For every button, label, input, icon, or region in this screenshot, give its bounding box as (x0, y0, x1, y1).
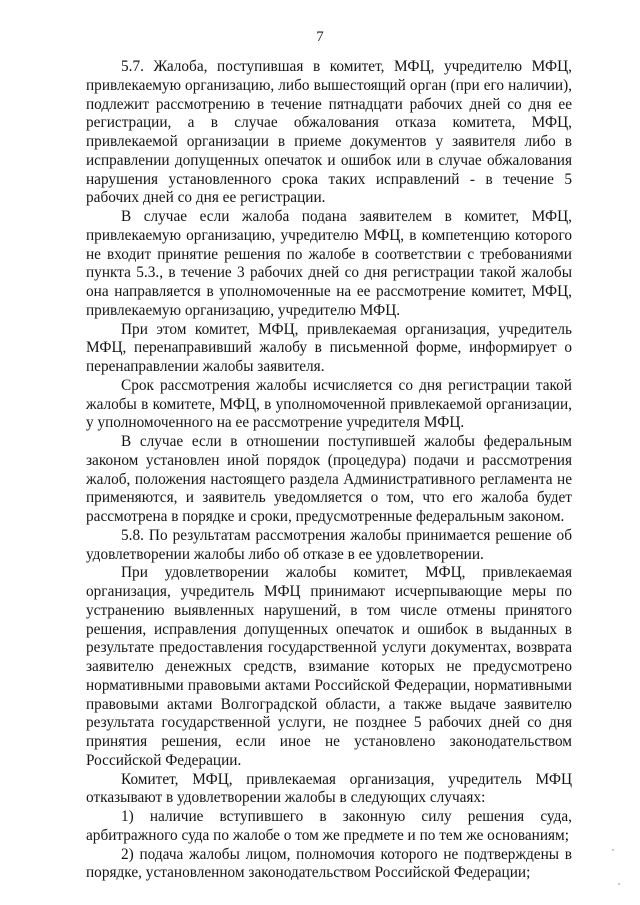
paragraph-5-7: 5.7. Жалоба, поступившая в комитет, МФЦ, учредителю МФЦ, привлекаемую организацию, либо вышестоящий орган (при его наличии), подлежит рассмотрению в течение пятнадцати рабочих дней со дня ее регистрации, а в случае обжалования отказа комитета, МФЦ, привлекаемой организации в приеме документов у заявителя либо в исправлении допущенных опечаток и ошибок или в случае обжалования нарушения установленного срока таких исправлений - в течение 5 рабочих дней со дня ее регистрации. (86, 58, 572, 207)
scan-speck (618, 883, 620, 885)
paragraph-federal-law-procedure: В случае если в отношении поступившей жалобы федеральным законом установлен иной порядок (процедура) подачи и рассмотрения жалоб, положения настоящего раздела Административного регламента не применяются, и заявитель уведомляется о том, что его жалоба будет рассмотрена в порядке и сроки, предусмотренные федеральным законом. (86, 433, 572, 525)
document-body (86, 58, 572, 883)
paragraph-notify-redirect: При этом комитет, МФЦ, привлекаемая организация, учредитель МФЦ, перенаправивший жалобу в письменной форме, информирует о перенаправлении жалобы заявителя. (86, 320, 572, 375)
paragraph-refusal-cases: Комитет, МФЦ, привлекаемая организация, учредитель МФЦ отказывают в удовлетворении жалобы в следующих случаях: (86, 770, 572, 807)
page-number: 7 (316, 29, 324, 45)
paragraph-redirect-complaint: В случае если жалоба подана заявителем в комитет, МФЦ, привлекаемую организацию, учредителю МФЦ, в компетенцию которого не входит принятие решения по жалобе в соответствии с требованиями пункта 5.3., в течение 3 рабочих дней со дня регистрации такой жалобы она направляется в уполномоченные на ее рассмотрение комитет, МФЦ, привлекаемую организацию, учредителю МФЦ. (86, 208, 572, 319)
paragraph-satisfaction-measures: При удовлетворении жалобы комитет, МФЦ, привлекаемая организация, учредитель МФЦ принимают исчерпывающие меры по устранению выявленных нарушений, в том числе отмены принятого решения, исправления допущенных опечаток и ошибок в выданных в результате предоставления государственной услуги документах, возврата заявителю денежных средств, взимание которых не предусмотрено нормативными правовыми актами Российской Федерации, нормативными правовыми актами Волгоградской области, а также выдаче заявителю результата государственной услуги, не позднее 5 рабочих дней со дня принятия решения, если иное не установлено законодательством Российской Федерации. (86, 564, 572, 769)
paragraph-review-term: Срок рассмотрения жалобы исчисляется со дня регистрации такой жалобы в комитете, МФЦ, в уполномоченной привлекаемой организации, у уполномоченного на ее рассмотрение учредителя МФЦ. (86, 376, 572, 432)
list-item-refusal-1: 1) наличие вступившего в законную силу решения суда, арбитражного суда по жалобе о том же предмете и по тем же основаниям; (86, 808, 572, 844)
scan-speck (612, 849, 614, 851)
paragraph-5-8: 5.8. По результатам рассмотрения жалобы принимается решение об удовлетворении жалобы либо об отказе в ее удовлетворении. (86, 526, 572, 563)
list-item-refusal-2: 2) подача жалобы лицом, полномочия которого не подтверждены в порядке, установленном законодательством Российской Федерации; (86, 845, 572, 882)
